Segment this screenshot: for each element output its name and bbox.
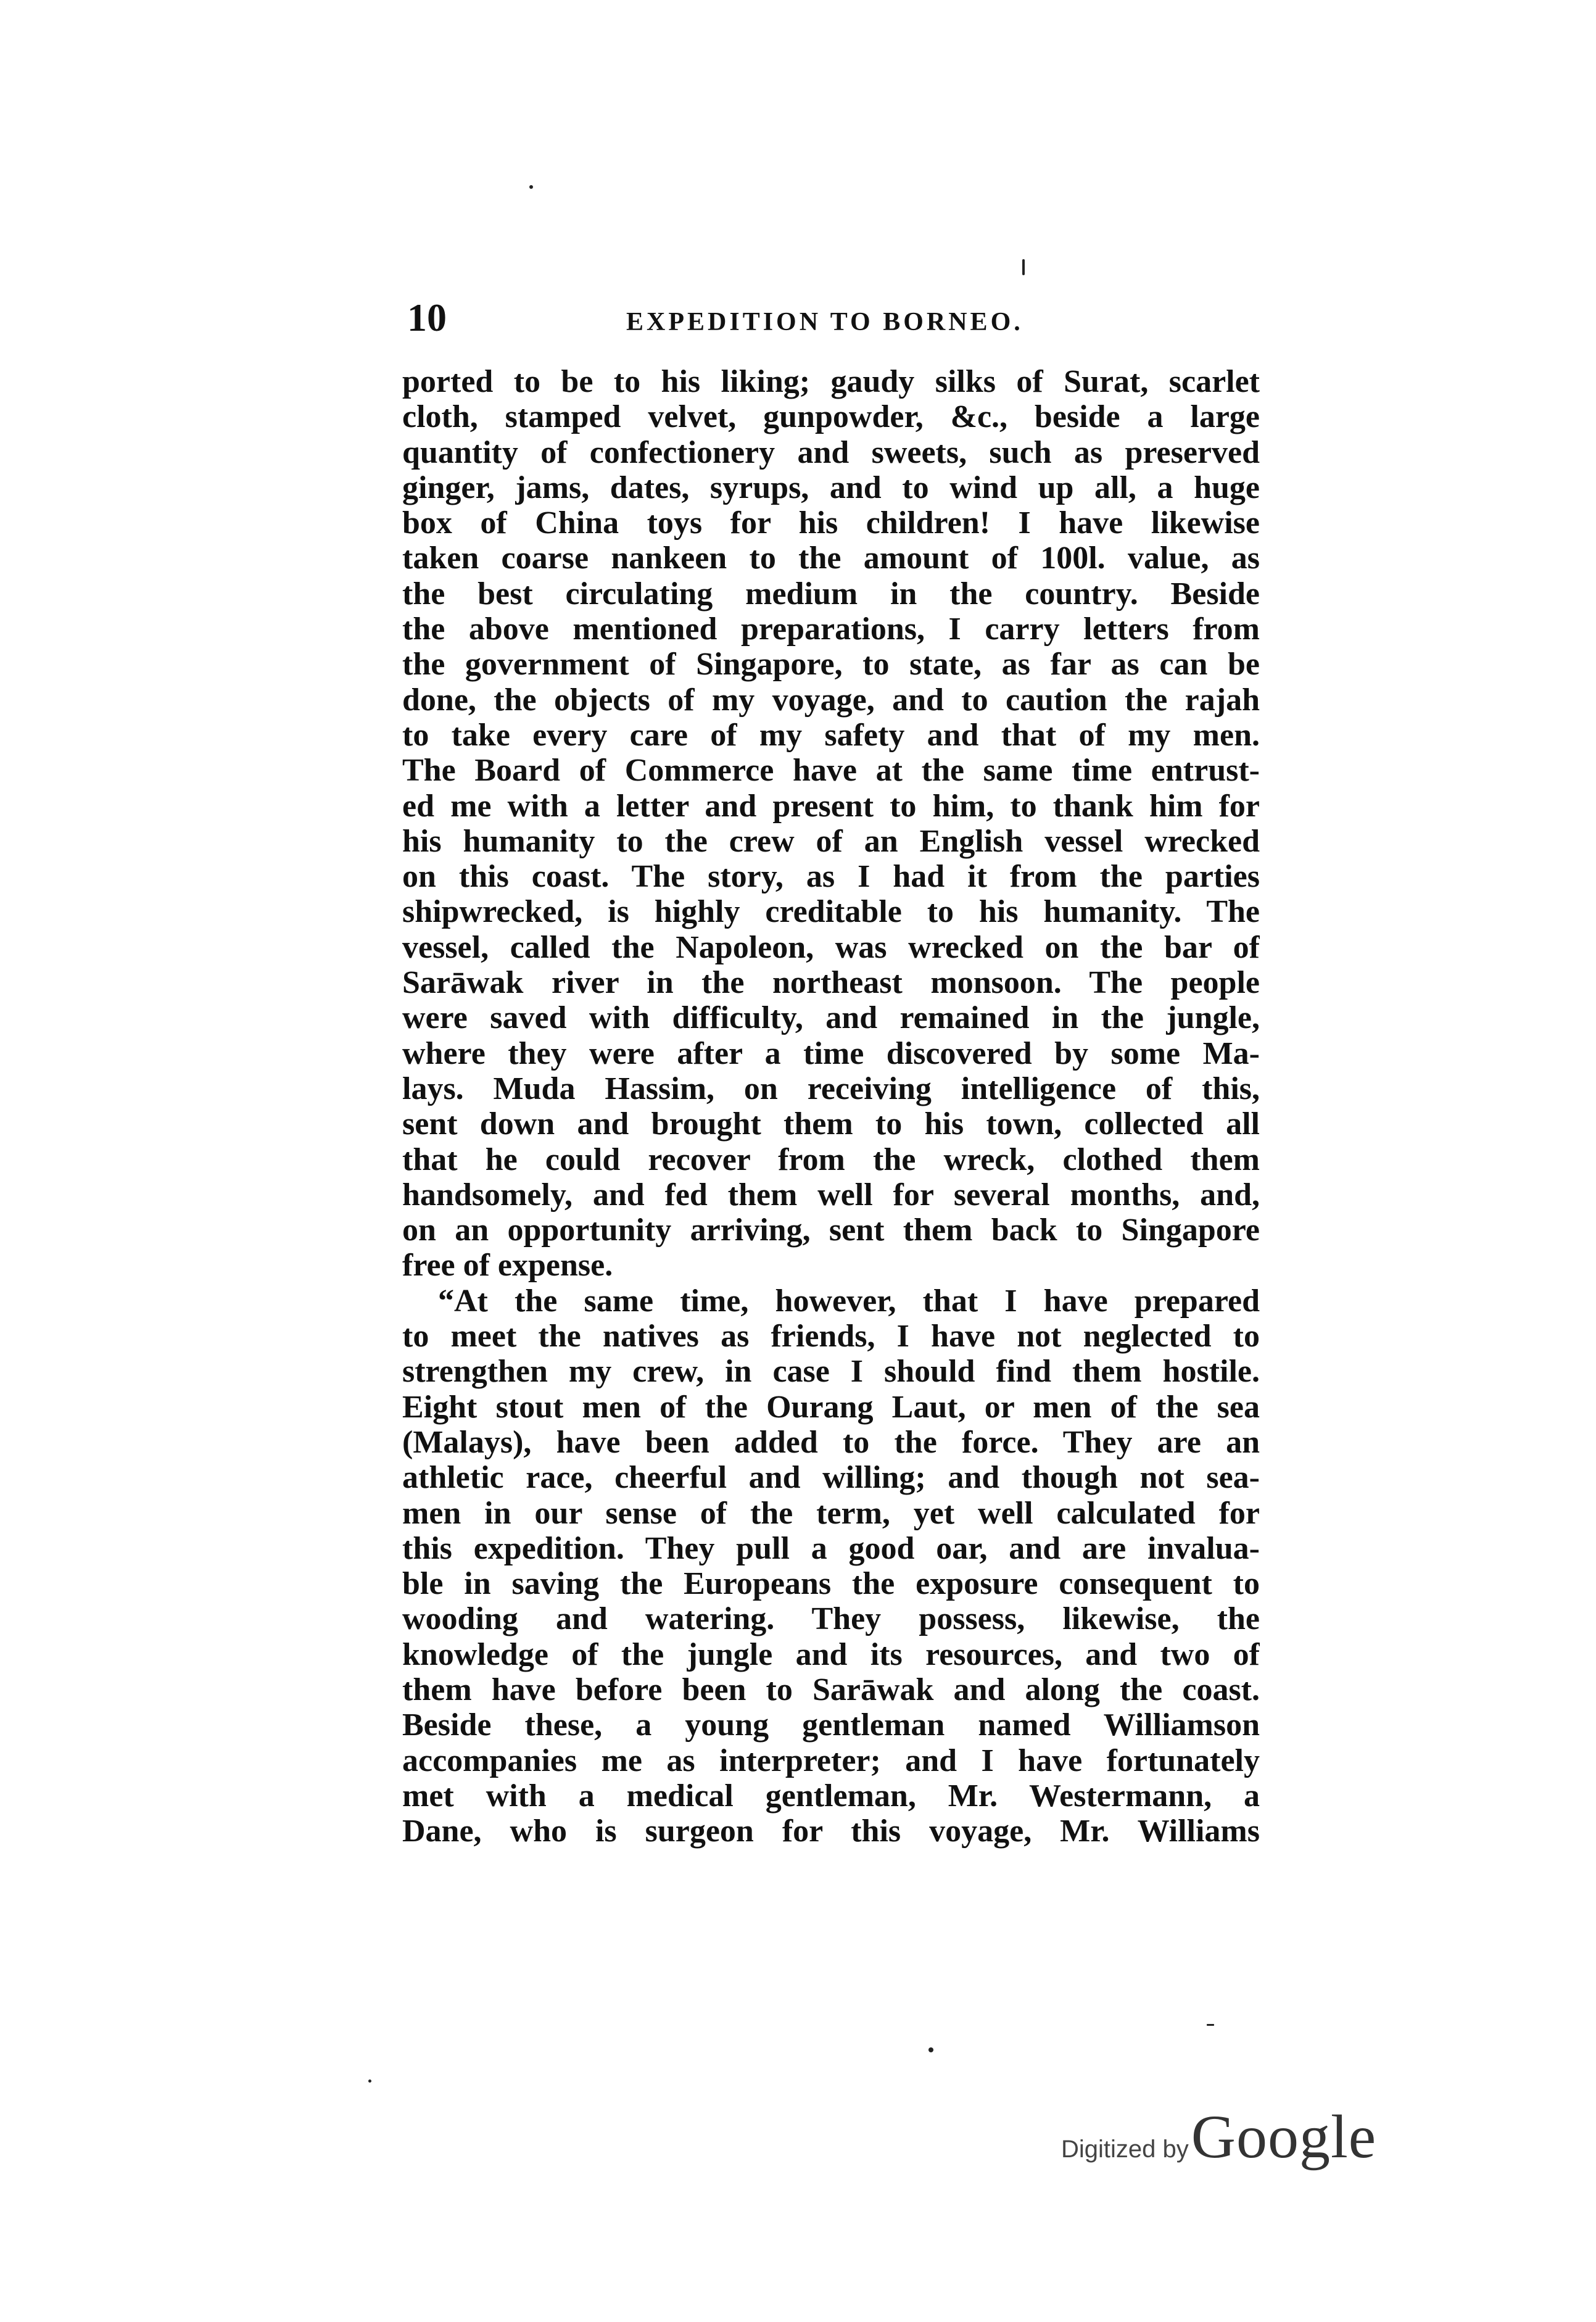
text-line: athletic race, cheerful and willing; and though not sea- — [402, 1460, 1260, 1496]
text-line: them have before been to Sarāwak and along the coast. — [402, 1672, 1260, 1707]
text-line: the government of Singapore, to state, as far as can be — [402, 647, 1260, 682]
ink-speck — [529, 185, 533, 189]
text-line: strengthen my crew, in case I should find them hostile. — [402, 1354, 1260, 1390]
text-line: vessel, called the Napoleon, was wrecked on the bar of — [402, 929, 1260, 965]
text-line: Sarāwak river in the northeast monsoon. The people — [402, 965, 1260, 1001]
text-line: ble in saving the Europeans the exposure consequent to — [402, 1566, 1260, 1602]
text-line: to take every care of my safety and that of my men. — [402, 717, 1260, 753]
text-line: the above mentioned preparations, I carry letters from — [402, 612, 1260, 647]
body-text — [402, 364, 1260, 1849]
text-line: (Malays), have been added to the force. They are an — [402, 1424, 1260, 1460]
text-line: ginger, jams, dates, syrups, and to wind up all, a huge — [402, 470, 1260, 505]
page-number: 10 — [407, 296, 447, 339]
text-line: ed me with a letter and present to him, to thank him for — [402, 788, 1260, 824]
text-line: that he could recover from the wreck, clothed them — [402, 1142, 1260, 1177]
text-line: Beside these, a young gentleman named Williamson — [402, 1707, 1260, 1743]
text-line: lays. Muda Hassim, on receiving intelligence of this, — [402, 1071, 1260, 1106]
text-line: met with a medical gentleman, Mr. Westermann, a — [402, 1778, 1260, 1814]
running-head: EXPEDITION TO BORNEO. — [626, 308, 1023, 336]
digitized-watermark — [1061, 2101, 1376, 2169]
ink-speck — [368, 2079, 371, 2083]
ink-speck — [1207, 2024, 1214, 2026]
text-line: on an opportunity arriving, sent them back to Singapore — [402, 1213, 1260, 1248]
ink-speck — [928, 2047, 933, 2052]
text-line: men in our sense of the term, yet well calculated for — [402, 1495, 1260, 1531]
text-line: done, the objects of my voyage, and to caution the rajah — [402, 682, 1260, 718]
text-line: to meet the natives as friends, I have not neglected to — [402, 1319, 1260, 1354]
text-line: this expedition. They pull a good oar, and are invalua- — [402, 1530, 1260, 1566]
google-logo: Google — [1191, 2102, 1377, 2171]
text-line: the best circulating medium in the country. Beside — [402, 576, 1260, 612]
text-line: Eight stout men of the Ourang Laut, or men of the sea — [402, 1389, 1260, 1425]
text-line: on this coast. The story, as I had it from the parties — [402, 859, 1260, 895]
text-line: were saved with difficulty, and remained in the jungle, — [402, 1000, 1260, 1036]
text-line: wooding and watering. They possess, likewise, the — [402, 1601, 1260, 1637]
text-line: ported to be to his liking; gaudy silks of Surat, scarlet — [402, 364, 1260, 399]
digitized-label: Digitized by — [1061, 2136, 1189, 2163]
text-line: sent down and brought them to his town, collected all — [402, 1106, 1260, 1142]
text-line: “At the same time, however, that I have prepared — [438, 1283, 1260, 1319]
text-line: knowledge of the jungle and its resources, and two of — [402, 1636, 1260, 1672]
text-line: free of expense. — [402, 1248, 613, 1283]
text-line: accompanies me as interpreter; and I have fortunately — [402, 1743, 1260, 1778]
text-line: box of China toys for his children! I have likewise — [402, 505, 1260, 541]
text-line: where they were after a time discovered by some Ma- — [402, 1035, 1260, 1071]
text-line: cloth, stamped velvet, gunpowder, &c., beside a large — [402, 399, 1260, 435]
page-header — [407, 290, 1259, 346]
text-line: taken coarse nankeen to the amount of 100l. value, as — [402, 541, 1260, 576]
text-line: his humanity to the crew of an English vessel wrecked — [402, 823, 1260, 859]
text-line: The Board of Commerce have at the same time entrust- — [402, 753, 1260, 789]
text-line: quantity of confectionery and sweets, such as preserved — [402, 434, 1260, 470]
text-line: Dane, who is surgeon for this voyage, Mr. Williams — [402, 1814, 1260, 1849]
text-line: handsomely, and fed them well for several months, and, — [402, 1177, 1260, 1213]
ink-speck — [1022, 259, 1025, 275]
text-line: shipwrecked, is highly creditable to his humanity. The — [402, 894, 1260, 930]
